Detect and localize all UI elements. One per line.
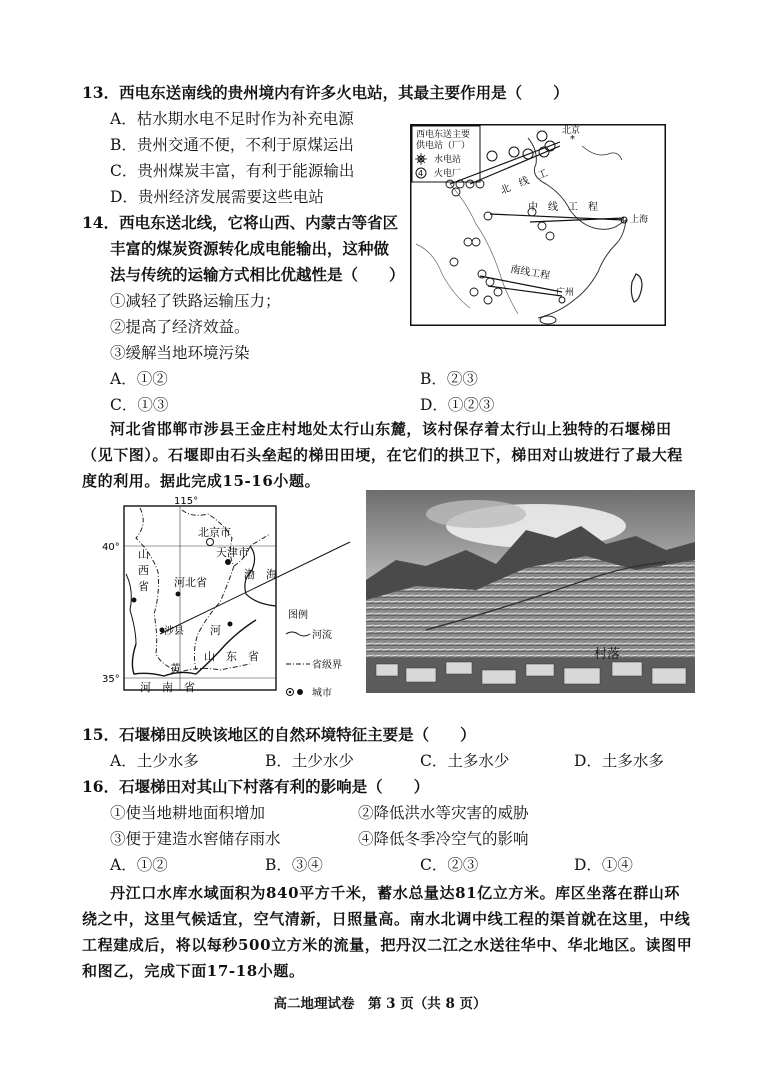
west-east-power-map: [410, 124, 666, 326]
hebei-location-map: [100, 494, 362, 704]
q16-item-3: ③便于建造水窖储存雨水: [110, 830, 281, 848]
q16-item-1: ①使当地耕地面积增加: [110, 804, 266, 822]
q15-option-a[interactable]: A．土少水多: [110, 752, 199, 770]
q16-stem: 16．石堰梯田对其山下村落有利的影响是（ ）: [82, 777, 430, 796]
intro-17-18-line-3: 工程建成后，将以每秒500立方米的流量，把丹汉二江之水送往华中、华北地区。读图甲: [82, 936, 693, 954]
q15-option-b[interactable]: B．土少水少: [265, 752, 354, 770]
legend-border-label: 省级界: [312, 660, 342, 671]
q13-option-d[interactable]: D．贵州经济发展需要这些电站: [110, 188, 324, 206]
river-huang-label: 黄: [170, 662, 181, 675]
q16-option-d[interactable]: D．①④: [574, 856, 633, 874]
q14-option-b[interactable]: B．②③: [420, 370, 478, 388]
q14-option-a[interactable]: A．①②: [110, 370, 168, 388]
legend-thermal-label: 火电厂: [434, 169, 462, 179]
q15-stem: 15．石堰梯田反映该地区的自然环境特征主要是（ ）: [82, 725, 476, 744]
city-legend-icon: [287, 689, 304, 696]
legend-title-line-1: 西电东送主要: [416, 130, 471, 140]
intro-17-18-line-1: 丹江口水库水域面积为840平方千米，蓄水总量达81亿立方米。库区坐落在群山环: [110, 884, 680, 902]
q13-option-b[interactable]: B．贵州交通不便，不利于原煤运出: [110, 136, 354, 154]
q16-option-b[interactable]: B．③④: [265, 856, 323, 874]
bohai-label: 渤 海: [244, 568, 277, 581]
intro-17-18-line-4: 和图乙，完成下面17-18小题。: [82, 962, 305, 980]
q15-option-c[interactable]: C．土多水少: [420, 752, 510, 770]
intro-17-18-line-2: 绕之中，这里气候适宜，空气清新，日照量高。南水北调中线工程的渠首就在这里，中线: [82, 910, 691, 928]
q13-stem: 13．西电东送南线的贵州境内有许多火电站，其最主要作用是（ ）: [82, 83, 569, 102]
shexian-label: 涉县: [164, 626, 184, 637]
intro-15-16-line-3: 度的利用。据此完成15-16小题。: [82, 472, 321, 490]
q16-item-2: ②降低洪水等灾害的威胁: [358, 804, 529, 822]
guangzhou-label: 广州: [556, 288, 575, 298]
shanghai-label: 上海: [630, 215, 649, 225]
page-footer: 高二地理试卷 第 3 页（共 8 页）: [273, 996, 487, 1012]
middle-line-label: 中 线 工 程: [528, 202, 598, 213]
hebei-label: 河北省: [174, 576, 207, 589]
q13-option-c[interactable]: C．贵州煤炭丰富，有利于能源输出: [110, 162, 355, 180]
intro-15-16-line-2: （见下图）。石堰即由石头垒起的梯田田埂，在它们的拱卫下，梯田对山坡进行了最大程: [82, 446, 683, 464]
q14-item-1: ①减轻了铁路运输压力；: [110, 292, 281, 310]
river-legend-icon: [286, 632, 310, 636]
legend-river-label: 河流: [312, 630, 332, 641]
q15-option-d[interactable]: D．土多水多: [574, 752, 664, 770]
henan-label: 河 南 省: [140, 681, 195, 694]
village-label: 村落: [594, 647, 621, 662]
latitude-35-label: 35°: [102, 674, 120, 685]
beijing-star-icon: *: [570, 134, 575, 145]
q14-option-c[interactable]: C．①③: [110, 396, 169, 414]
q14-item-3: ③缓解当地环境污染: [110, 344, 250, 362]
beijing-label: 北京: [562, 126, 581, 136]
shandong-label: 山 东 省: [204, 650, 259, 663]
q16-option-a[interactable]: A．①②: [110, 856, 168, 874]
q14-stem-line-2: 丰富的煤炭资源转化成电能输出，这种做: [110, 239, 390, 258]
latitude-40-label: 40°: [102, 542, 120, 553]
svg-text:4: 4: [418, 169, 424, 178]
south-line-label: 南线工程: [509, 264, 551, 282]
legend-hydro-label: 水电站: [434, 155, 462, 165]
q14-option-d[interactable]: D．①②③: [420, 396, 495, 414]
legend-title-line-2: 供电站（厂）: [416, 141, 471, 151]
beijing-label: 北京市: [198, 526, 231, 539]
terraced-fields-photo: [366, 490, 695, 693]
q16-option-c[interactable]: C．②③: [420, 856, 479, 874]
tianjin-label: 天津市: [216, 546, 249, 559]
q14-stem-line-3: 法与传统的运输方式相比优越性是（ ）: [110, 265, 405, 284]
longitude-label: 115°: [174, 496, 199, 507]
q13-option-a[interactable]: A．枯水期水电不足时作为补充电源: [110, 110, 354, 128]
shanxi-label-1: 山: [138, 548, 149, 561]
intro-15-16-line-1: 河北省邯郸市涉县王金庄村地处太行山东麓，该村保存着太行山上独特的石堰梯田: [110, 420, 672, 438]
q14-item-2: ②提高了经济效益。: [110, 318, 250, 336]
river-he-label: 河: [210, 624, 221, 637]
legend-title: 图例: [288, 610, 308, 621]
shanxi-label-3: 省: [138, 580, 149, 593]
legend-city-label: 城市: [312, 688, 332, 699]
north-line-label: 北 线 工: [499, 167, 550, 197]
shanxi-label-2: 西: [138, 564, 149, 577]
q14-stem-line-1: 14．西电东送北线，它将山西、内蒙古等省区: [82, 213, 399, 232]
q16-item-4: ④降低冬季冷空气的影响: [358, 830, 529, 848]
